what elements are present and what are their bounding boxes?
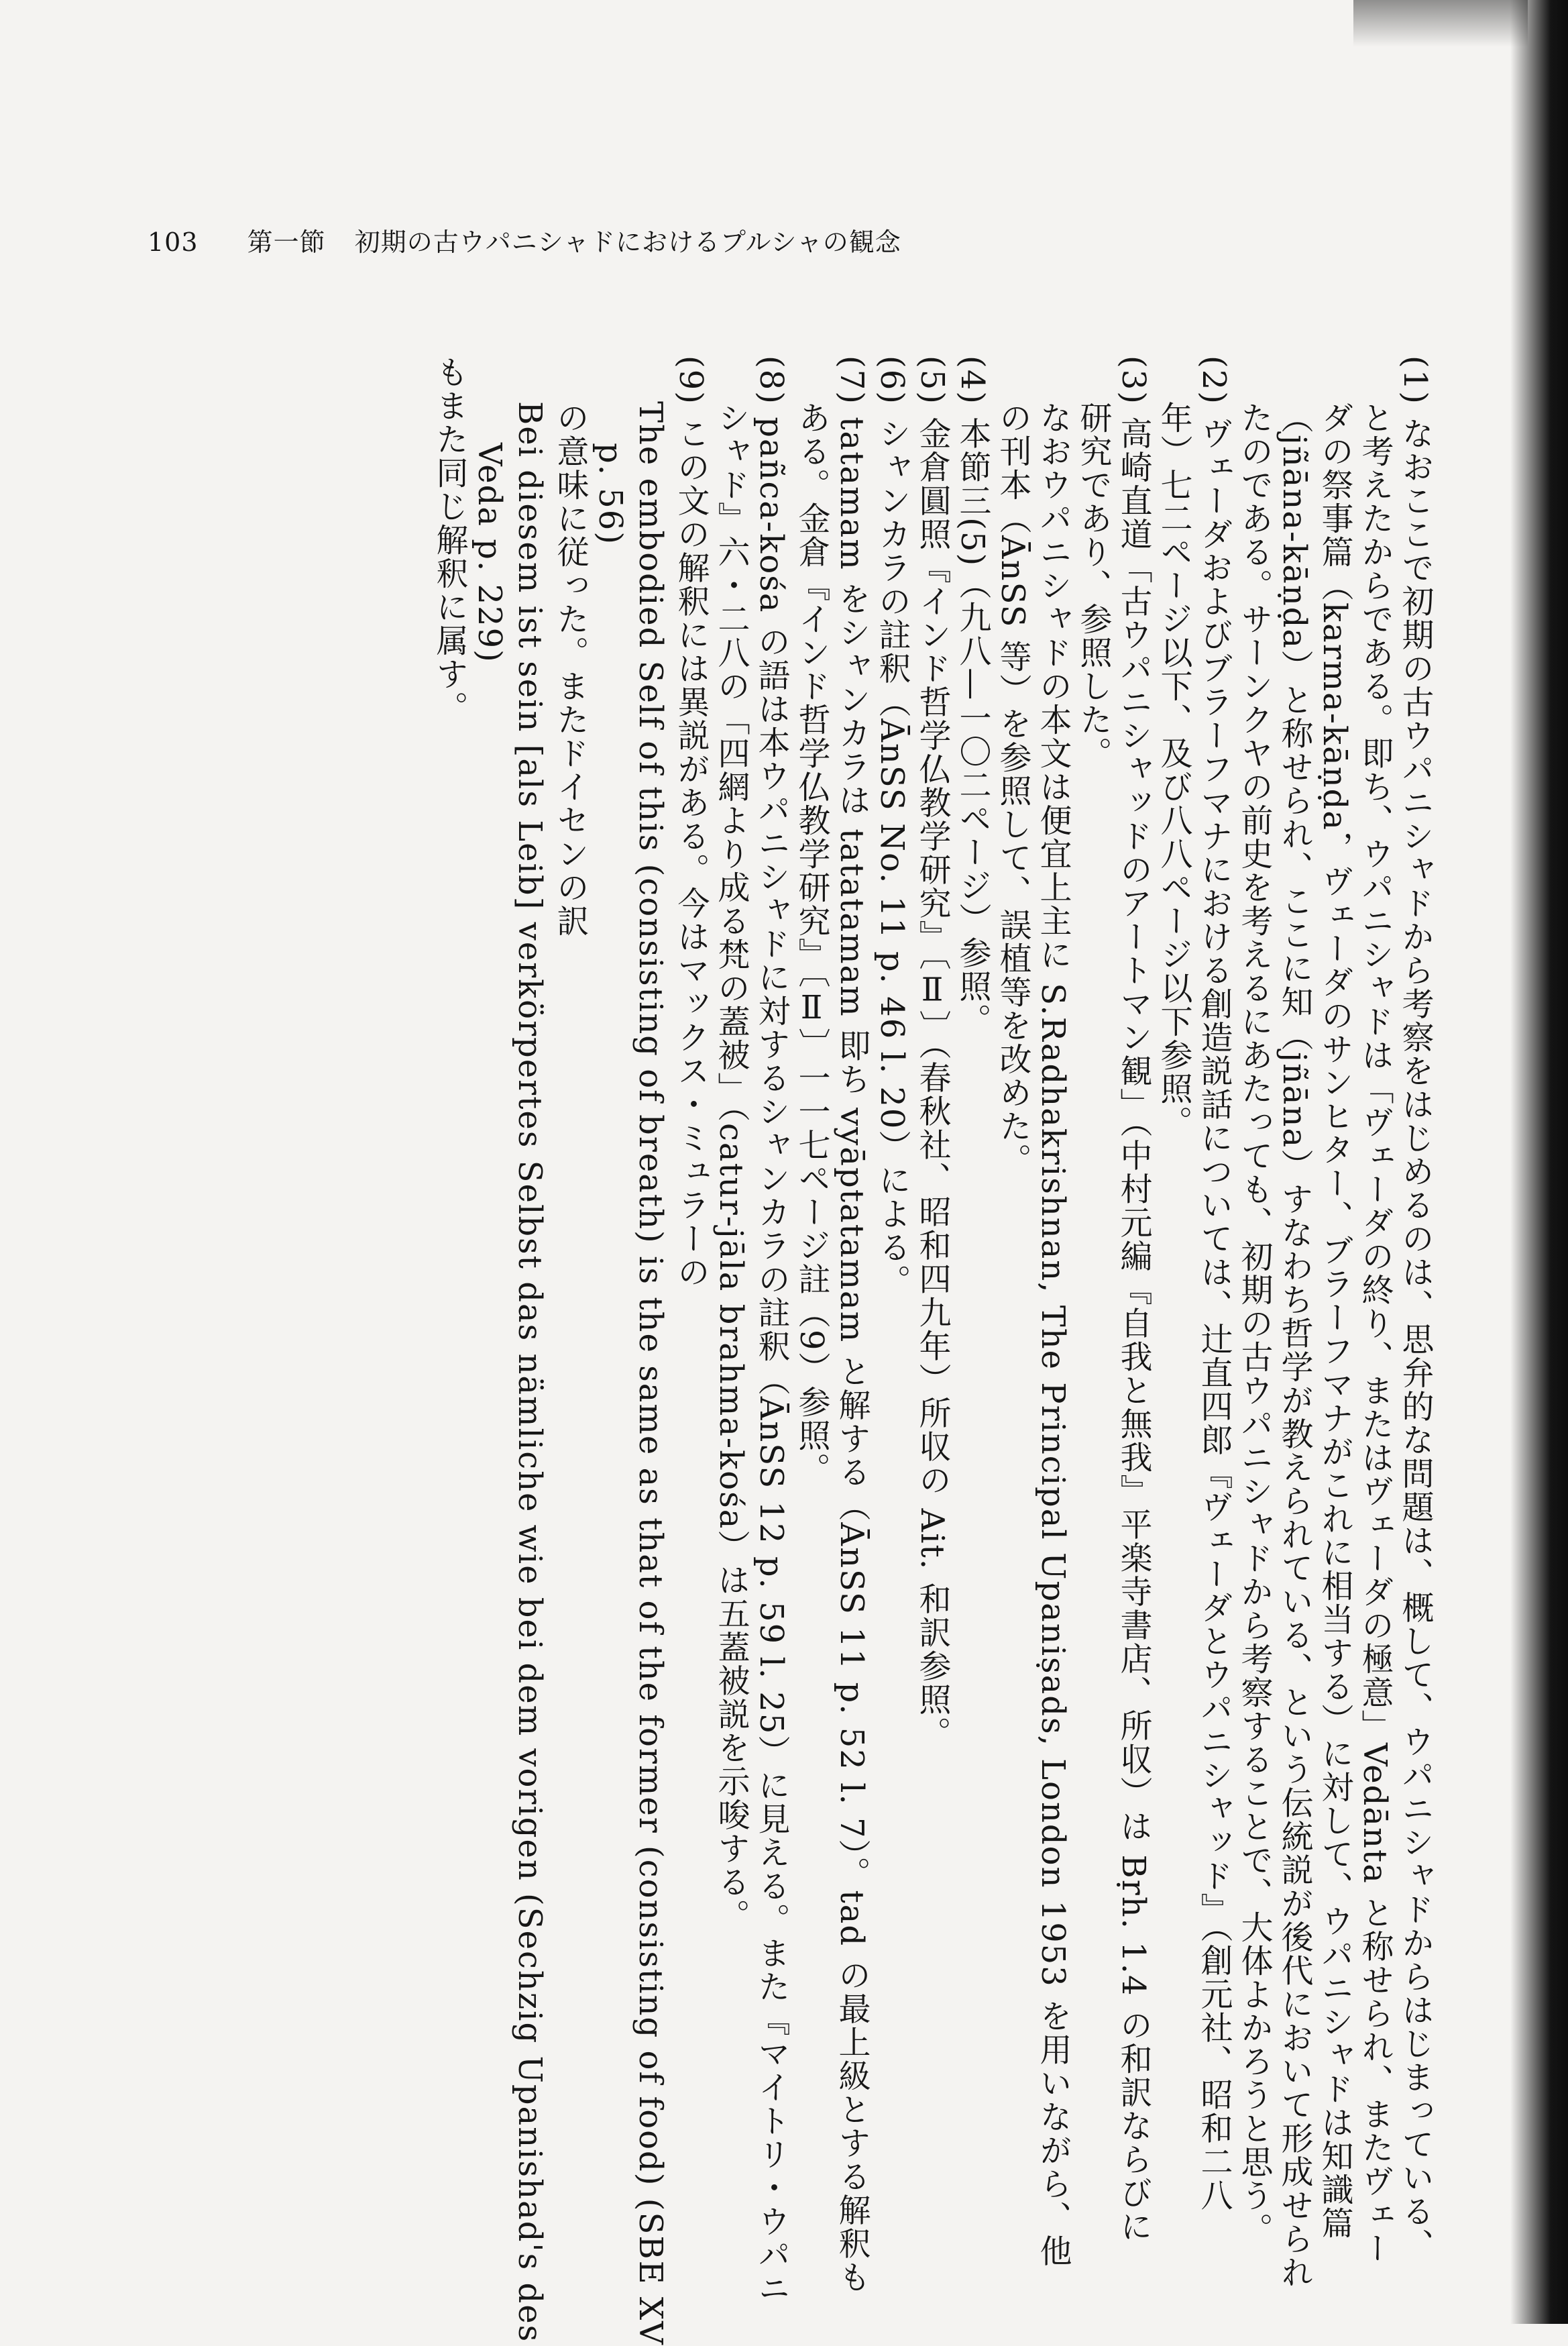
page-number: 103 — [148, 227, 199, 257]
note-marker: (2) — [1195, 356, 1233, 405]
note-4-line-1: (4) 本節三(5)（九八—一〇二ページ）参照。 — [954, 356, 991, 1037]
note-9-quote-line-3: Bei diesem ist sein [als Leib] verkörpertes Selbst das nämliche wie bei dem vorigen (Sechzig Upanishad's des — [511, 401, 549, 2343]
note-9-quote-line-4: Veda p. 229) — [471, 443, 508, 663]
note-marker: (3) — [1115, 356, 1152, 405]
note-3-line-1: (3) 高崎直道「古ウパニシャッドのアートマン観」（中村元編『自我と無我』平楽寺書店、所収）は Bṛh. 1.4 の和訳ならびに — [1115, 356, 1152, 2243]
note-9-line-2: の意味に従った。またドイセンの訳 — [551, 401, 589, 938]
page-edge-shadow-top — [1353, 0, 1528, 47]
note-2-line-1: (2) ヴェーダおよびブラーフマナにおける創造説話については、辻直四郎『ヴェーダとウパニシャッド』（創元社、昭和二八 — [1195, 356, 1233, 2212]
note-1-line-4: （jñāna-kāṇḍa）と称せられ、ここに知（jñāna）すなわち哲学が教えられている、という伝統説が後代において形成せられ — [1276, 401, 1313, 2290]
note-9-line-3: もまた同じ解釈に属す。 — [431, 356, 468, 725]
note-1-line-1: (1) なおここで初期の古ウパニシャドから考察をはじめるのは、思弁的な問題は、概して、ウパニシャドからはじまっている、 — [1396, 356, 1434, 2262]
note-5-line-1: (5) 金倉圓照『インド哲学仏教学研究』〔Ⅱ〕（春秋社、昭和四九年）所収の Ait. 和訳参照。 — [913, 356, 951, 1750]
note-marker: (7) — [833, 356, 871, 405]
note-6-line-1: (6) シャンカラの註釈（ĀnSS No. 11 p. 46 l. 20）による。 — [873, 356, 911, 1298]
note-marker: (4) — [954, 356, 991, 405]
note-3-line-2: 研究であり、参照した。 — [1074, 401, 1112, 770]
page-edge-shadow — [1510, 0, 1568, 2324]
note-8-line-1: (8) pañca-kośa の語は本ウパニシャドに対するシャンカラの註釈（ĀnSS 12 p. 59 l. 25）に見える。また『マイトリ・ウパニ — [752, 356, 790, 2306]
note-2-line-2: 年）七二ページ以下、及び八八ページ以下参照。 — [1155, 401, 1192, 1139]
note-1-line-2: と考えたからである。即ち、ウパニシャドは「ヴェーダの終り、またはヴェーダの極意」Vedānta と称せられ、またヴェー — [1356, 401, 1394, 2265]
note-marker: (5) — [913, 356, 951, 405]
running-header — [148, 221, 901, 258]
footnotes-body — [121, 356, 1435, 2346]
section-label: 第一節 — [247, 227, 326, 257]
note-marker: (8) — [752, 356, 790, 405]
note-7-line-2: ある。金倉『インド哲学仏教学研究』〔Ⅱ〕一一七ページ註（9）参照。 — [793, 401, 830, 1486]
section-title: 初期の古ウパニシャドにおけるプルシャの観念 — [354, 227, 901, 257]
note-1-line-5: たのである。サーンクヤの前史を考えるにあたっても、初期の古ウパニシャドから考察することで、大体よかろうと思う。 — [1235, 401, 1273, 2246]
note-marker: (6) — [873, 356, 911, 405]
note-3b-line-1: なおウパニシャドの本文は便宜上主に S.Radhakrishnan, The Principal Upaniṣads, London 1953 を用いながら、他 — [1034, 401, 1072, 2268]
note-8-line-2: シャド』六・二八の「四網より成る梵の蓋被」（catur-jāla brahma-kośa）は五蓋被説を示唆する。 — [712, 401, 750, 1933]
note-9-quote-line-1: The embodied Self of this (consisting of breath) is the same as that of the former (consisting of food) (SBE XV — [632, 401, 669, 2346]
note-7-line-1: (7) tatamam をシャンカラは tatatamam 即ち vyāptatamam と解する（ĀnSS 11 p. 52 l. 7）。tad の最上級とする解釈も — [833, 356, 871, 2294]
note-9-line-1: (9) この文の解釈には異説がある。今はマックス・ミュラーの — [672, 356, 710, 1289]
note-marker: (1) — [1396, 356, 1434, 405]
note-3b-line-2: の刊本（ĀnSS 等）を参照して、誤植等を改めた。 — [994, 401, 1031, 1177]
note-9-quote-line-2: p. 56) — [592, 443, 629, 546]
note-1-line-3: ダの祭事篇（karma-kāṇḍa，ヴェーダのサンヒター、ブラーフマナがこれに相当する）に対して、ウパニシャドは知識篇 — [1316, 401, 1353, 2240]
note-marker: (9) — [672, 356, 710, 405]
